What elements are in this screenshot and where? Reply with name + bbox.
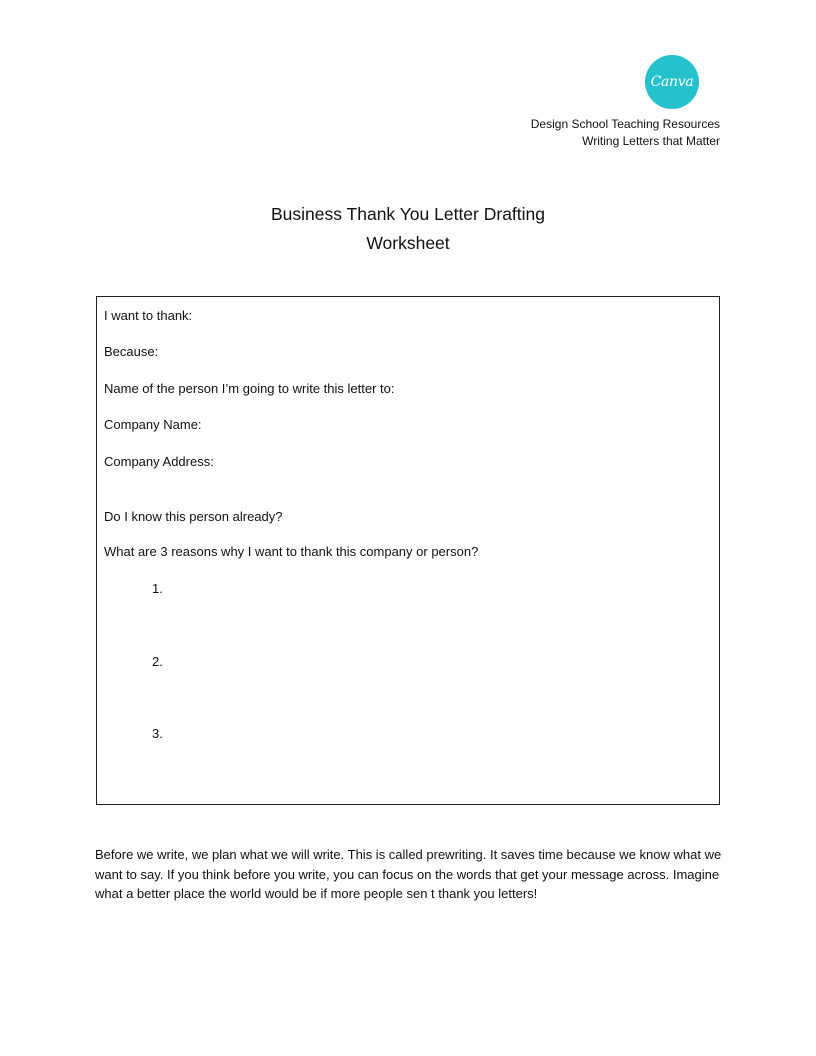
worksheet-box [96, 296, 720, 805]
field-because: Because: [104, 344, 159, 359]
canva-logo [645, 55, 699, 109]
title-line-1: Business Thank You Letter Drafting [270, 204, 546, 224]
field-company-name: Company Name: [104, 417, 202, 432]
logo-text: Canva [650, 74, 694, 90]
list-item-3: 3. [152, 726, 163, 741]
page-title [0, 200, 816, 258]
header-line-resources: Design School Teaching Resources [530, 117, 720, 131]
list-item-2: 2. [152, 654, 163, 669]
header-info [531, 116, 720, 150]
title-line-2: Worksheet [366, 233, 450, 253]
field-know-person: Do I know this person already? [104, 509, 283, 524]
field-company-address: Company Address: [104, 454, 214, 469]
field-thank: I want to thank: [104, 308, 193, 323]
field-person-name: Name of the person I’m going to write this letter to: [104, 381, 395, 396]
field-reasons: What are 3 reasons why I want to thank this company or person? [104, 544, 479, 559]
prewriting-paragraph: Before we write, we plan what we will write. This is called prewriting. It saves time because we know what we want to say. If you think before you write, you can focus on the words that get your message across. Imagine what a better place the world would be if more people sen t thank you letters! [95, 847, 722, 901]
header-line-subtitle: Writing Letters that Matter [582, 134, 720, 148]
list-item-1: 1. [152, 581, 163, 596]
